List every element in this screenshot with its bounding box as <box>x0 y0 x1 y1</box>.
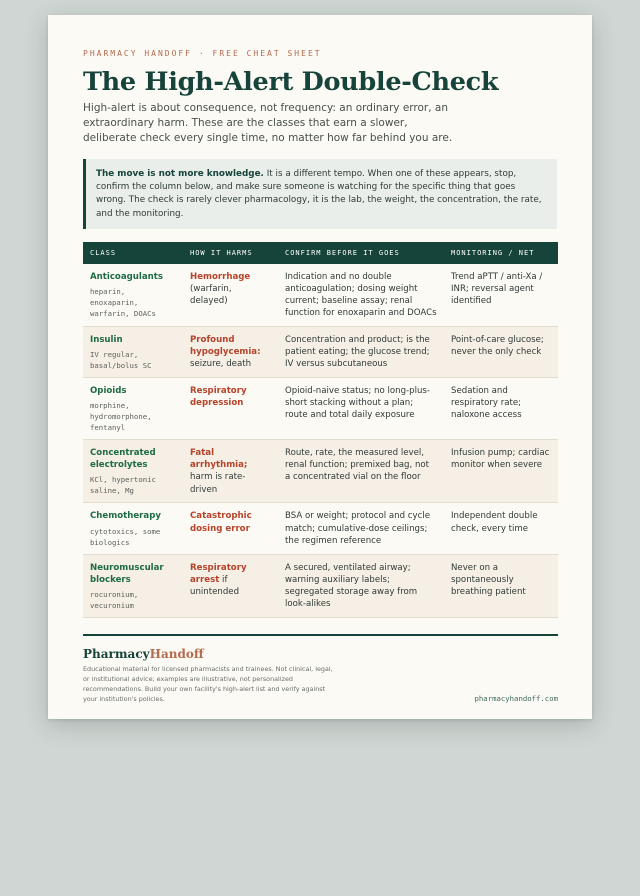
page-title: The High-Alert Double-Check <box>83 67 499 97</box>
harm-name: Respiratory depression <box>190 385 247 409</box>
class-name: Insulin <box>90 334 123 345</box>
class-cell <box>83 503 183 554</box>
website-link[interactable]: pharmacyhandoff.com <box>474 694 558 704</box>
class-cell <box>83 264 183 326</box>
harm-name: Profound hypoglycemia: <box>190 334 261 357</box>
column-header-harm: HOW IT HARMS <box>190 248 253 257</box>
cheat-sheet-page <box>48 15 592 719</box>
monitoring-cell: Never on a spontaneously breathing patient <box>444 554 558 617</box>
harm-cell <box>183 377 278 439</box>
class-name: Neuromuscular blockers <box>90 562 164 585</box>
table-row <box>83 377 558 439</box>
table-row <box>83 440 558 503</box>
class-cell <box>83 326 183 377</box>
monitoring-cell: Trend aPTT / anti-Xa / INR; reversal agent identified <box>444 264 558 326</box>
confirm-cell: Indication and no double anticoagulation; dosing weight current; baseline assay; renal function for enoxaparin and DOACs <box>278 264 444 326</box>
harm-cell <box>183 554 278 617</box>
column-header-class: CLASS <box>90 248 117 257</box>
confirm-cell: A secured, ventilated airway; warning auxiliary labels; segregated storage away from look-alikes <box>278 554 444 617</box>
class-name: Opioids <box>90 385 127 396</box>
harm-cell <box>183 326 278 377</box>
class-examples: heparin, enoxaparin, warfarin, DOACs <box>90 287 156 319</box>
class-cell <box>83 554 183 617</box>
high-alert-table <box>83 242 558 618</box>
class-examples: rocuronium, vecuronium <box>90 590 139 611</box>
harm-cell <box>183 503 278 554</box>
harm-name: Fatal arrhythmia; <box>190 448 248 471</box>
confirm-cell: Concentration and product; is the patient eating; the glucose trend; IV versus subcutaneous <box>278 326 444 377</box>
table-row <box>83 503 558 554</box>
harm-name: Hemorrhage <box>190 271 251 282</box>
class-examples: cytotoxics, some biologics <box>90 526 161 547</box>
harm-detail: if unintended <box>190 574 240 598</box>
monitoring-cell: Point-of-care glucose; never the only check <box>444 326 558 377</box>
brand-name-part2: Handoff <box>149 647 204 662</box>
harm-cell <box>183 264 278 326</box>
harm-name: Catastrophic dosing error <box>190 511 252 534</box>
eyebrow-label: PHARMACY HANDOFF · FREE CHEAT SHEET <box>83 49 322 58</box>
intro-paragraph: High-alert is about consequence, not frequency: an ordinary error, an extraordinary harm. These are the classes that earn a slower, deliberate check every single time, no matter how far behind you are. <box>83 102 453 144</box>
callout-box <box>83 159 557 229</box>
class-examples: IV regular, basal/bolus SC <box>90 349 152 370</box>
footer <box>83 636 558 704</box>
class-name: Concentrated electrolytes <box>90 448 156 471</box>
class-name: Anticoagulants <box>90 271 163 282</box>
disclaimer-text: Educational material for licensed pharmacists and trainees. Not clinical, legal, or institutional advice; examples are illustrative, not personalized recommendations. Build your own facility's high-alert list and verify against your institution's policies. <box>83 665 333 704</box>
column-header-monitoring: MONITORING / NET <box>451 248 535 257</box>
harm-detail: harm is rate-driven <box>190 472 246 495</box>
brand-name-part1: Pharmacy <box>83 647 150 662</box>
callout-lead: The move is not more knowledge. <box>96 169 264 179</box>
table-row <box>83 554 558 617</box>
harm-name: Respiratory arrest <box>190 562 247 585</box>
harm-cell <box>183 440 278 503</box>
harm-detail: (warfarin, delayed) <box>190 284 232 307</box>
monitoring-cell: Sedation and respiratory rate; naloxone access <box>444 377 558 439</box>
table-row <box>83 326 558 377</box>
table-header-row <box>83 242 558 264</box>
harm-detail: seizure, death <box>190 359 252 370</box>
confirm-cell: BSA or weight; protocol and cycle match; cumulative-dose ceilings; the regimen reference <box>278 503 444 554</box>
class-examples: KCl, hypertonic saline, Mg <box>90 475 156 496</box>
monitoring-cell: Independent double check, every time <box>444 503 558 554</box>
brand-logo <box>83 647 558 661</box>
class-cell <box>83 440 183 503</box>
confirm-cell: Opioid-naive status; no long-plus-short stacking without a plan; route and total daily exposure <box>278 377 444 439</box>
table-row <box>83 264 558 326</box>
class-name: Chemotherapy <box>90 511 161 522</box>
class-cell <box>83 377 183 439</box>
confirm-cell: Route, rate, the measured level, renal function; premixed bag, not a concentrated vial on the floor <box>278 440 444 503</box>
monitoring-cell: Infusion pump; cardiac monitor when severe <box>444 440 558 503</box>
callout-body: It is a different tempo. When one of these appears, stop, confirm the column below, and make sure someone is watching for the specific thing that goes wrong. The check is rarely clever pharmacology, it is the lab, the weight, the concentration, the rate, and the monitoring. <box>96 169 542 219</box>
class-examples: morphine, hydromorphone, fentanyl <box>90 401 152 433</box>
column-header-confirm: CONFIRM BEFORE IT GOES <box>285 248 400 257</box>
